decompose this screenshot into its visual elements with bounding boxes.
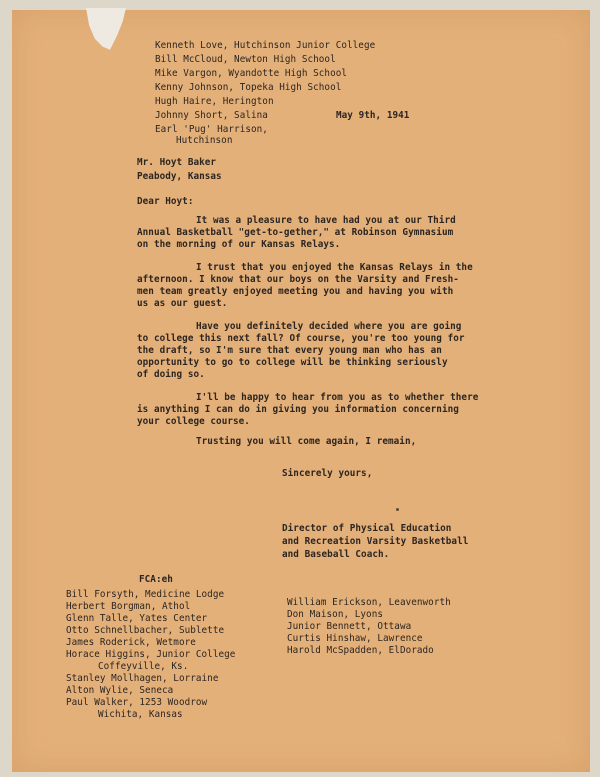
addressee-name: Mr. Hoyt Baker — [137, 157, 217, 168]
recipient-line: Johnny Short, Salina — [155, 110, 268, 121]
cc-line: Junior Bennett, Ottawa — [287, 621, 412, 632]
body-line: to college this next fall? Of course, you're too young for — [137, 333, 465, 344]
body-line: Have you definitely decided where you are going — [196, 321, 462, 332]
body-line: I trust that you enjoyed the Kansas Relays in the — [196, 262, 473, 273]
body-line: afternoon. I know that our boys on the Varsity and Fresh- — [137, 274, 459, 285]
recipient-line: Kenneth Love, Hutchinson Junior College — [155, 40, 376, 51]
body-line: your college course. — [137, 416, 250, 427]
cc-line: Otto Schnellbacher, Sublette — [66, 625, 225, 636]
cc-line: William Erickson, Leavenworth — [287, 597, 451, 608]
addressee-location: Peabody, Kansas — [137, 171, 222, 182]
cc-line: Stanley Mollhagen, Lorraine — [66, 673, 219, 684]
body-line: It was a pleasure to have had you at our Third — [196, 215, 456, 226]
body-line: of doing so. — [137, 369, 205, 380]
cc-line: Coffeyville, Ks. — [98, 661, 189, 672]
body-line: the draft, so I'm sure that every young man who has an — [137, 345, 442, 356]
cc-line: Glenn Talle, Yates Center — [66, 613, 208, 624]
salutation: Dear Hoyt: — [137, 196, 194, 207]
closing: Sincerely yours, — [282, 468, 373, 479]
cc-line: Herbert Borgman, Athol — [66, 601, 191, 612]
body-line: opportunity to go to college will be thinking seriously — [137, 357, 448, 368]
body-line: I'll be happy to hear from you as to whether there — [196, 392, 479, 403]
recipient-line: Bill McCloud, Newton High School — [155, 54, 336, 65]
cc-line: Alton Wylie, Seneca — [66, 685, 174, 696]
typist-initials: FCA:eh — [139, 574, 173, 585]
cc-line: Curtis Hinshaw, Lawrence — [287, 633, 423, 644]
recipient-line: Hugh Haire, Herington — [155, 96, 274, 107]
body-line: men team greatly enjoyed meeting you and having you with — [137, 286, 454, 297]
signature-title-line: and Baseball Coach. — [282, 549, 390, 560]
cc-line: Harold McSpadden, ElDorado — [287, 645, 434, 656]
cc-line: Paul Walker, 1253 Woodrow — [66, 697, 208, 708]
body-line: us as our guest. — [137, 298, 228, 309]
cc-line: Don Maison, Lyons — [287, 609, 384, 620]
cc-line: Horace Higgins, Junior College — [66, 649, 236, 660]
cc-line: Bill Forsyth, Medicine Lodge — [66, 589, 225, 600]
recipient-line: Mike Vargon, Wyandotte High School — [155, 68, 348, 79]
body-line: is anything I can do in giving you information concerning — [137, 404, 459, 415]
cc-line: Wichita, Kansas — [98, 709, 183, 720]
signature-title-line: Director of Physical Education — [282, 523, 452, 534]
body-line: Trusting you will come again, I remain, — [196, 436, 417, 447]
letter-date: May 9th, 1941 — [336, 110, 410, 121]
recipient-line: Earl 'Pug' Harrison, — [155, 124, 268, 135]
signature-mark — [396, 508, 399, 511]
recipient-line: Hutchinson — [176, 135, 233, 146]
recipient-line: Kenny Johnson, Topeka High School — [155, 82, 342, 93]
cc-line: James Roderick, Wetmore — [66, 637, 196, 648]
body-line: on the morning of our Kansas Relays. — [137, 239, 341, 250]
body-line: Annual Basketball "get-to-gether," at Robinson Gymnasium — [137, 227, 454, 238]
signature-title-line: and Recreation Varsity Basketball — [282, 536, 469, 547]
